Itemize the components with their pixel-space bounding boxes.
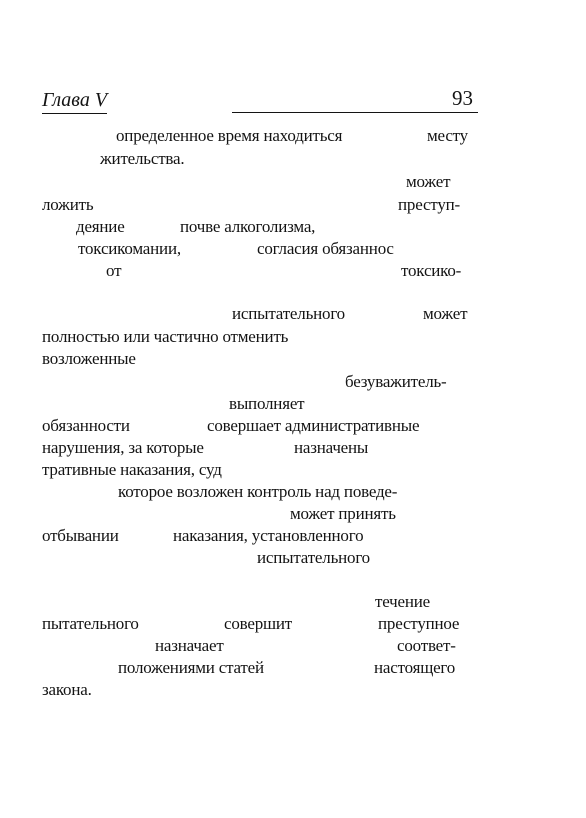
text-fragment: обязанности (42, 416, 130, 435)
text-fragment: месту (427, 126, 468, 145)
text-fragment: от (106, 261, 122, 280)
text-fragment: отбывании (42, 526, 119, 545)
text-fragment: соответ- (397, 636, 456, 655)
text-fragment: наказания, установленного (173, 526, 364, 545)
text-fragment: настоящего (374, 658, 456, 677)
text-fragment: совершает административные (207, 416, 420, 435)
text-fragment: полностью или частично отменить (42, 327, 289, 346)
text-fragment: жительства. (100, 149, 185, 168)
text-fragment: закона. (42, 680, 92, 699)
text-fragment: деяние (76, 217, 125, 236)
text-fragment: пытательного (42, 614, 139, 633)
text-fragment: назначены (294, 438, 369, 457)
text-fragment: ложить (42, 195, 94, 214)
text-fragment: испытательного (257, 548, 370, 567)
text-fragment: согласия обязаннос (257, 239, 394, 258)
text-fragment: определенное время находиться (116, 126, 343, 145)
text-fragment: совершит (224, 614, 293, 633)
text-fragment: течение (375, 592, 430, 611)
text-fragment: которое возложен контроль над поведе- (118, 482, 398, 501)
text-fragment: преступ- (398, 195, 460, 214)
text-fragment: может (423, 304, 468, 323)
chapter-heading: Глава V (42, 88, 107, 114)
text-fragment: безуважитель- (345, 372, 447, 391)
text-fragment: почве алкоголизма, (180, 217, 316, 236)
text-fragment: тративные наказания, суд (42, 460, 222, 479)
text-fragment: может (406, 172, 451, 191)
header-rule (232, 112, 478, 113)
text-fragment: возложенные (42, 349, 136, 368)
text-fragment: токсико- (401, 261, 462, 280)
text-fragment: положениями статей (118, 658, 264, 677)
text-fragment: нарушения, за которые (42, 438, 204, 457)
text-fragment: токсикомании, (78, 239, 181, 258)
text-fragment: испытательного (232, 304, 345, 323)
page-number: 93 (452, 86, 473, 110)
text-fragment: выполняет (229, 394, 305, 413)
text-fragment: преступное (378, 614, 460, 633)
text-fragment: может принять (290, 504, 396, 523)
text-fragment: назначает (155, 636, 224, 655)
